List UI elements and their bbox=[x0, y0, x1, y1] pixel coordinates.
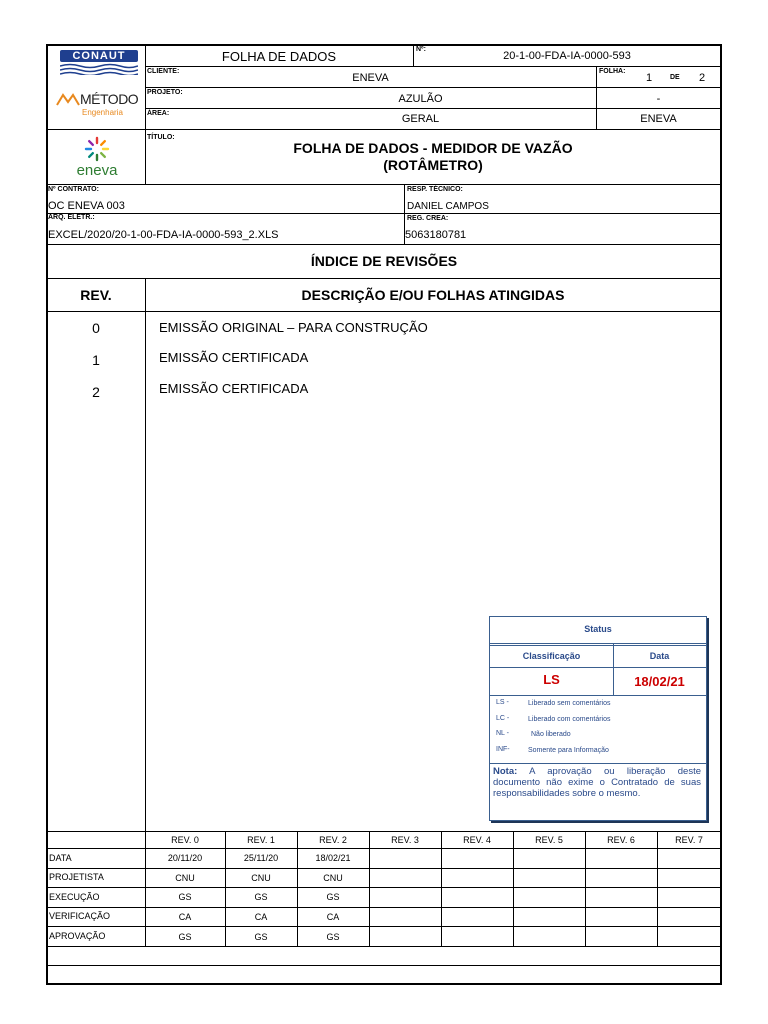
sun-burst-icon bbox=[84, 136, 110, 162]
table-cell: CNU bbox=[323, 873, 343, 883]
sheet-number: 1 bbox=[646, 72, 653, 84]
status-stamp bbox=[489, 616, 707, 821]
document-number: 20-1-00-FDA-IA-0000-593 bbox=[503, 50, 631, 62]
table-cell: CA bbox=[178, 912, 192, 922]
project-label: PROJETO: bbox=[147, 89, 183, 96]
conaut-logo-text: CONAUT bbox=[72, 50, 126, 62]
revision-description: EMISSÃO CERTIFICADA bbox=[159, 381, 309, 396]
rev-header: REV. 0 bbox=[171, 835, 199, 845]
row-label-execucao: EXECUÇÃO bbox=[49, 892, 100, 902]
resp-label: RESP. TÉCNICO: bbox=[407, 186, 463, 193]
area-extra: ENEVA bbox=[640, 113, 677, 125]
eneva-logo-text: eneva bbox=[76, 162, 118, 179]
rev-header: REV. 7 bbox=[675, 835, 703, 845]
project-value: AZULÃO bbox=[398, 93, 443, 105]
contract-label: Nº CONTRATO: bbox=[48, 186, 99, 193]
document-title-line2: (ROTÂMETRO) bbox=[383, 157, 483, 173]
table-cell: CNU bbox=[175, 873, 195, 883]
revision-description: EMISSÃO ORIGINAL – PARA CONSTRUÇÃO bbox=[159, 320, 428, 335]
client-value: ENEVA bbox=[352, 72, 389, 84]
legend-code: LS - bbox=[496, 699, 509, 706]
table-cell: GS bbox=[178, 932, 192, 942]
revision-number: 0 bbox=[92, 320, 100, 336]
title-label: TÍTULO: bbox=[147, 134, 175, 141]
table-cell: GS bbox=[178, 892, 192, 902]
table-cell: CA bbox=[254, 912, 268, 922]
resp-value: DANIEL CAMPOS bbox=[407, 201, 489, 212]
table-cell: 18/02/21 bbox=[315, 853, 351, 863]
area-label: ÁREA: bbox=[147, 110, 170, 117]
sheet-total: 2 bbox=[699, 72, 706, 84]
eneva-logo bbox=[62, 136, 132, 180]
conaut-logo bbox=[60, 50, 138, 76]
waves-icon bbox=[60, 63, 138, 75]
file-label: ARQ. ELETR.: bbox=[48, 214, 95, 221]
sheet-label: FOLHA: bbox=[599, 68, 626, 75]
project-extra: - bbox=[656, 93, 661, 105]
revision-number: 1 bbox=[92, 352, 100, 368]
legend-code: INF- bbox=[496, 746, 510, 753]
area-value: GERAL bbox=[401, 113, 440, 125]
description-column-header: DESCRIÇÃO E/OU FOLHAS ATINGIDAS bbox=[301, 287, 565, 303]
revision-number: 2 bbox=[92, 384, 100, 400]
table-cell: CA bbox=[326, 912, 340, 922]
table-cell: 20/11/20 bbox=[167, 853, 203, 863]
row-label-data: DATA bbox=[49, 853, 72, 863]
rev-header: REV. 1 bbox=[247, 835, 275, 845]
table-cell: GS bbox=[254, 932, 268, 942]
metodo-logo-subtitle: Engenharia bbox=[82, 108, 123, 117]
date-header: Data bbox=[649, 651, 670, 661]
rev-column-header: REV. bbox=[80, 287, 112, 303]
mountain-icon bbox=[56, 92, 80, 106]
metodo-logo bbox=[56, 89, 144, 121]
document-title-line1: FOLHA DE DADOS - MEDIDOR DE VAZÃO bbox=[293, 140, 573, 156]
legend-code: LC - bbox=[496, 715, 510, 722]
status-title: Status bbox=[584, 624, 612, 634]
legend-text: Liberado com comentários bbox=[528, 716, 611, 723]
rev-header: REV. 5 bbox=[535, 835, 563, 845]
table-cell: GS bbox=[326, 892, 340, 902]
table-cell: GS bbox=[326, 932, 340, 942]
row-label-verificacao: VERIFICAÇÃO bbox=[49, 911, 111, 921]
note-label: Nota: bbox=[493, 766, 518, 777]
sheet-title: FOLHA DE DADOS bbox=[221, 49, 337, 64]
rev-header: REV. 2 bbox=[319, 835, 347, 845]
file-value: EXCEL/2020/20-1-00-FDA-IA-0000-593_2.XLS bbox=[48, 229, 279, 241]
client-label: CLIENTE: bbox=[147, 68, 180, 75]
revision-index-title: ÍNDICE DE REVISÕES bbox=[310, 253, 458, 269]
row-label-aprovacao: APROVAÇÃO bbox=[49, 931, 106, 941]
rev-header: REV. 3 bbox=[391, 835, 419, 845]
table-cell: 25/11/20 bbox=[243, 853, 279, 863]
table-cell: GS bbox=[254, 892, 268, 902]
classification-value: LS bbox=[543, 672, 560, 687]
classification-header: Classificação bbox=[522, 651, 581, 661]
legend-text: Somente para Informação bbox=[528, 747, 609, 754]
number-label: Nº: bbox=[416, 46, 426, 53]
crea-label: REG. CREA: bbox=[407, 215, 449, 222]
table-cell: CNU bbox=[251, 873, 271, 883]
rev-header: REV. 4 bbox=[463, 835, 491, 845]
revision-description: EMISSÃO CERTIFICADA bbox=[159, 350, 309, 365]
status-note bbox=[493, 766, 701, 799]
rev-header: REV. 6 bbox=[607, 835, 635, 845]
legend-code: NL - bbox=[496, 730, 509, 737]
legend-text: Liberado sem comentários bbox=[528, 700, 611, 707]
sheet-of-label: DE bbox=[670, 74, 680, 81]
metodo-logo-text: MÉTODO bbox=[80, 91, 139, 107]
row-label-projetista: PROJETISTA bbox=[49, 872, 104, 882]
contract-value: OC ENEVA 003 bbox=[48, 200, 125, 212]
note-text: A aprovação ou liberação deste documento não exime o Contratado de suas responsabilidades sobre o mesmo. bbox=[493, 766, 702, 799]
status-date-value: 18/02/21 bbox=[634, 674, 685, 689]
legend-text: Não liberado bbox=[531, 731, 571, 738]
crea-value: 5063180781 bbox=[405, 229, 467, 241]
